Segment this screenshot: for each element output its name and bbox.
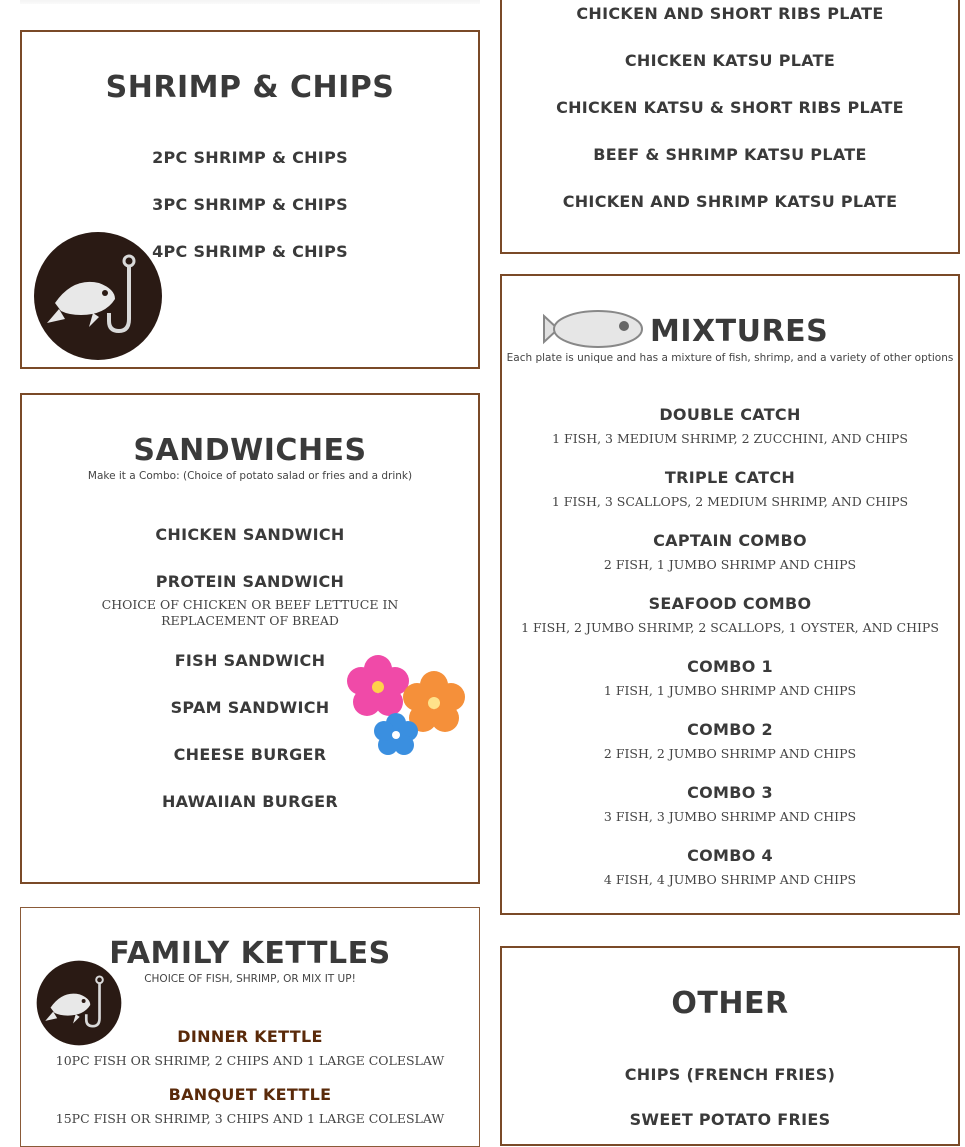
menu-item-description: 3 FISH, 3 JUMBO SHRIMP AND CHIPS [603, 809, 857, 824]
hibiscus-flowers-icon [340, 653, 470, 759]
menu-item: CHIPS (FRENCH FRIES) [624, 1065, 836, 1084]
menu-item: COMBO 3 [687, 783, 773, 802]
section-subtitle: Make it a Combo: (Choice of potato salad or fries and a drink) [87, 470, 413, 482]
menu-item: TRIPLE CATCH [664, 468, 796, 487]
menu-item-description: 15PC FISH OR SHRIMP, 3 CHIPS AND 1 LARGE COLESLAW [55, 1111, 445, 1126]
menu-item: CHICKEN AND SHORT RIBS PLATE [576, 4, 884, 23]
menu-item: BANQUET KETTLE [168, 1085, 332, 1104]
menu-item-description: 4 FISH, 4 JUMBO SHRIMP AND CHIPS [603, 872, 857, 887]
section-subtitle: Each plate is unique and has a mixture of fish, shrimp, and a variety of other options [506, 352, 954, 364]
menu-item: SWEET POTATO FRIES [629, 1110, 831, 1129]
menu-item: HAWAIIAN BURGER [161, 792, 338, 811]
mixtures-section [500, 274, 960, 915]
top-divider [20, 0, 480, 4]
section-title: SHRIMP & CHIPS [105, 70, 395, 105]
menu-item: 3PC SHRIMP & CHIPS [152, 195, 348, 214]
section-subtitle: CHOICE OF FISH, SHRIMP, OR MIX IT UP! [144, 973, 356, 985]
menu-item: CHICKEN AND SHRIMP KATSU PLATE [562, 192, 898, 211]
menu-item-description: 1 FISH, 2 JUMBO SHRIMP, 2 SCALLOPS, 1 OYSTER, AND CHIPS [521, 620, 939, 635]
menu-item: FISH SANDWICH [174, 651, 326, 670]
menu-item-description: 1 FISH, 3 SCALLOPS, 2 MEDIUM SHRIMP, AND CHIPS [551, 494, 909, 509]
menu-item: COMBO 4 [687, 846, 773, 865]
menu-item: 4PC SHRIMP & CHIPS [152, 242, 348, 261]
fish-hook-icon [33, 231, 163, 361]
section-title: MIXTURES [650, 314, 829, 349]
menu-item: 2PC SHRIMP & CHIPS [152, 148, 348, 167]
menu-item-description: 2 FISH, 2 JUMBO SHRIMP AND CHIPS [603, 746, 857, 761]
menu-item-description: 2 FISH, 1 JUMBO SHRIMP AND CHIPS [603, 557, 857, 572]
menu-item: CHICKEN KATSU PLATE [624, 51, 836, 70]
menu-item-description: 10PC FISH OR SHRIMP, 2 CHIPS AND 1 LARGE COLESLAW [55, 1053, 445, 1068]
shrimp-chips-section [20, 30, 480, 369]
menu-item-description: 1 FISH, 1 JUMBO SHRIMP AND CHIPS [603, 683, 857, 698]
section-title: SANDWICHES [133, 433, 367, 468]
menu-item-description: 1 FISH, 3 MEDIUM SHRIMP, 2 ZUCCHINI, AND CHIPS [552, 431, 908, 446]
menu-item: CHICKEN KATSU & SHORT RIBS PLATE [556, 98, 904, 117]
menu-item: COMBO 1 [687, 657, 773, 676]
menu-item: CHEESE BURGER [173, 745, 327, 764]
section-title: OTHER [671, 986, 789, 1021]
family-kettles-section [20, 907, 480, 1147]
fish-icon [536, 306, 646, 352]
section-title: FAMILY KETTLES [109, 936, 391, 971]
menu-item: COMBO 2 [687, 720, 773, 739]
menu-item: PROTEIN SANDWICH [155, 572, 345, 591]
menu-item: DOUBLE CATCH [659, 405, 801, 424]
menu-item: CAPTAIN COMBO [653, 531, 807, 550]
menu-item: CHICKEN SANDWICH [155, 525, 345, 544]
plates-section [500, 0, 960, 254]
menu-item: SEAFOOD COMBO [648, 594, 812, 613]
sandwiches-section [20, 393, 480, 884]
menu-item: BEEF & SHRIMP KATSU PLATE [593, 145, 867, 164]
menu-item: SPAM SANDWICH [170, 698, 330, 717]
menu-item: DINNER KETTLE [177, 1027, 323, 1046]
other-section [500, 946, 960, 1146]
menu-item-description: CHOICE OF CHICKEN OR BEEF LETTUCE IN REPLACEMENT OF BREAD [101, 597, 399, 628]
